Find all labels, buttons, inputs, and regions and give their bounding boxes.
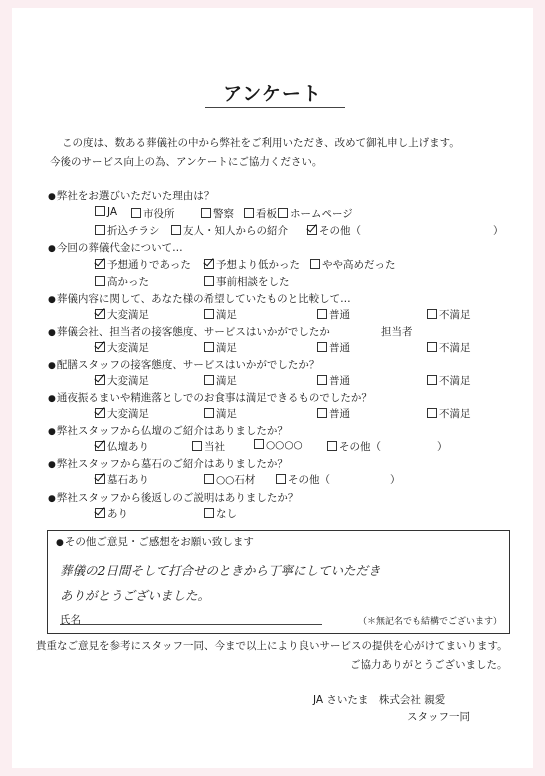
checkbox[interactable] [310,259,320,269]
q4-option-dissatisfied[interactable]: 不満足 [427,340,471,355]
question-3 [48,291,351,306]
q1-option-ja[interactable]: JA [95,206,117,218]
question-4-text: 葬儀会社、担当者の接客態度、サービスはいかがでしたか [56,326,330,338]
checkbox[interactable] [244,208,254,218]
q1-other-close: ） [493,225,504,237]
q2-option-slightly-high[interactable]: やや高めだった [310,257,396,272]
checkbox-checked[interactable] [95,342,105,352]
intro-line-2: 今後のサービス向上の為、アンケートにご協力ください。 [50,156,323,168]
comment-heading [56,534,254,549]
anonymous-note: （＊無記名でも結構でございます） [358,617,503,627]
q4-option-very-satisfied[interactable]: 大変満足 [95,340,149,355]
q2-option-as-expected[interactable]: 予想通りであった [95,257,191,272]
checkbox[interactable] [427,408,437,418]
checkbox[interactable] [201,208,211,218]
q1-option-other[interactable]: その他（ [307,223,361,238]
closing-message: 貴重なご意見を参考にスタッフ一同、今まで以上により良いサービスの提供を心がけてまいります。 [36,640,508,652]
q2-option-high[interactable]: 高かった [95,274,149,289]
checkbox[interactable] [204,474,214,484]
q4-staff-label: 担当者 [381,326,413,338]
q9-option-yes[interactable]: あり [95,506,128,521]
q3-option-normal[interactable]: 普通 [317,307,350,322]
checkbox[interactable] [278,208,288,218]
checkbox-checked[interactable] [95,474,105,484]
bullet-icon: ● [48,361,56,371]
question-5-text: 配膳スタッフの接客態度、サービスはいかがでしたか？ [56,359,320,371]
q7-option-our-company[interactable]: 当社 [192,439,225,454]
handwritten-comment-line-2: ありがとうございました。 [60,588,211,603]
comment-heading-text: その他ご意見・ご感想をお願い致します [64,536,254,548]
checkbox[interactable] [317,408,327,418]
handwritten-comment-line-1: 葬儀の2日間そして打合せのときから丁寧にしていただき [60,563,381,578]
q4-option-normal[interactable]: 普通 [317,340,350,355]
q5-option-very-satisfied[interactable]: 大変満足 [95,373,149,388]
bullet-icon: ● [48,494,56,504]
q7-option-other[interactable]: その他（ [327,439,381,454]
question-1-text: 弊社をお選びいただいた理由は？ [56,190,215,202]
checkbox[interactable] [95,225,105,235]
checkbox-checked[interactable] [95,259,105,269]
question-8-text: 弊社スタッフから墓石のご紹介はありましたか？ [56,458,288,470]
checkbox[interactable] [276,474,286,484]
checkbox[interactable] [192,441,202,451]
checkbox-checked[interactable] [95,441,105,451]
checkbox[interactable] [95,206,105,216]
bullet-icon: ● [56,538,64,548]
checkbox-checked[interactable] [95,508,105,518]
bullet-icon: ● [48,244,56,254]
bullet-icon: ● [48,328,56,338]
company-name: JA さいたま 株式会社 親愛 [313,694,446,706]
checkbox[interactable] [427,342,437,352]
q1-option-city-office[interactable]: 市役所 [131,206,175,221]
checkbox[interactable] [204,375,214,385]
q3-option-satisfied[interactable]: 満足 [204,307,237,322]
q1-option-signboard[interactable]: 看板 [244,206,277,221]
q6-option-dissatisfied[interactable]: 不満足 [427,406,471,421]
q8-option-other[interactable]: その他（ [276,472,330,487]
checkbox[interactable] [204,508,214,518]
q8-option-gravestone[interactable]: 墓石あり [95,472,149,487]
page-title: アンケート [223,83,322,105]
q3-option-dissatisfied[interactable]: 不満足 [427,307,471,322]
q2-option-lower[interactable]: 予想より低かった [204,257,300,272]
question-3-text: 葬儀内容に関して、あなた様の希望していたものと比較して… [56,293,351,305]
checkbox-checked[interactable] [95,375,105,385]
question-6 [48,390,372,405]
checkbox[interactable] [204,408,214,418]
q3-option-very-satisfied[interactable]: 大変満足 [95,307,149,322]
bullet-icon: ● [48,394,56,404]
intro-line-1: この度は、数ある葬儀社の中から弊社をご利用いただき、改めて御礼申し上げます。 [62,137,460,149]
q5-option-normal[interactable]: 普通 [317,373,350,388]
question-6-text: 通夜振るまいや精進落としでのお食事は満足できるものでしたか？ [56,392,372,404]
q1-option-referral[interactable]: 友人・知人からの紹介 [171,223,288,238]
checkbox[interactable] [427,375,437,385]
q1-option-flyer[interactable]: 折込チラシ [95,223,160,238]
thanks-message: ご協力ありがとうございました。 [350,659,508,671]
question-7-text: 弊社スタッフから仏壇のご紹介はありましたか？ [56,425,288,437]
checkbox[interactable] [95,276,105,286]
checkbox[interactable] [204,276,214,286]
checkbox[interactable] [317,309,327,319]
checkbox[interactable] [327,441,337,451]
q7-option-butsudan[interactable]: 仏壇あり [95,439,149,454]
q7-other-close: ） [437,441,448,453]
q5-option-dissatisfied[interactable]: 不満足 [427,373,471,388]
checkbox[interactable] [254,439,264,449]
checkbox-checked[interactable] [307,225,317,235]
bullet-icon: ● [48,427,56,437]
q8-option-stonemason[interactable]: ○○石材 [204,472,255,487]
bullet-icon: ● [48,295,56,305]
question-8 [48,456,288,471]
bullet-icon: ● [48,460,56,470]
q5-option-satisfied[interactable]: 満足 [204,373,237,388]
q4-option-satisfied[interactable]: 満足 [204,340,237,355]
q7-option-circles[interactable]: ○○○○ [254,439,303,451]
q8-other-close: ） [390,474,401,486]
name-label: 氏名 [60,614,81,626]
question-2-text: 今回の葬儀代金について… [56,242,183,254]
checkbox-checked[interactable] [95,408,105,418]
staff-signature: スタッフ一同 [407,711,470,723]
name-signature-line[interactable] [60,624,322,625]
bullet-icon: ● [48,192,56,202]
q6-option-satisfied[interactable]: 満足 [204,406,237,421]
checkbox[interactable] [171,225,181,235]
checkbox[interactable] [427,309,437,319]
question-5 [48,357,319,372]
question-4 [48,324,330,339]
checkbox[interactable] [131,208,141,218]
checkbox[interactable] [317,342,327,352]
q1-option-homepage[interactable]: ホームページ [278,206,353,221]
question-9 [48,490,298,505]
question-9-text: 弊社スタッフから後返しのご説明はありましたか？ [56,492,299,504]
question-7 [48,423,288,438]
checkbox[interactable] [204,342,214,352]
q6-option-normal[interactable]: 普通 [317,406,350,421]
checkbox-checked[interactable] [204,259,214,269]
question-1 [48,188,214,203]
q1-option-police[interactable]: 警察 [201,206,234,221]
q6-option-very-satisfied[interactable]: 大変満足 [95,406,149,421]
survey-sheet [12,8,533,768]
title-underline [205,107,345,108]
checkbox[interactable] [317,375,327,385]
q9-option-no[interactable]: なし [204,506,237,521]
question-2 [48,240,183,255]
checkbox[interactable] [204,309,214,319]
q2-option-consulted[interactable]: 事前相談をした [204,274,290,289]
checkbox-checked[interactable] [95,309,105,319]
